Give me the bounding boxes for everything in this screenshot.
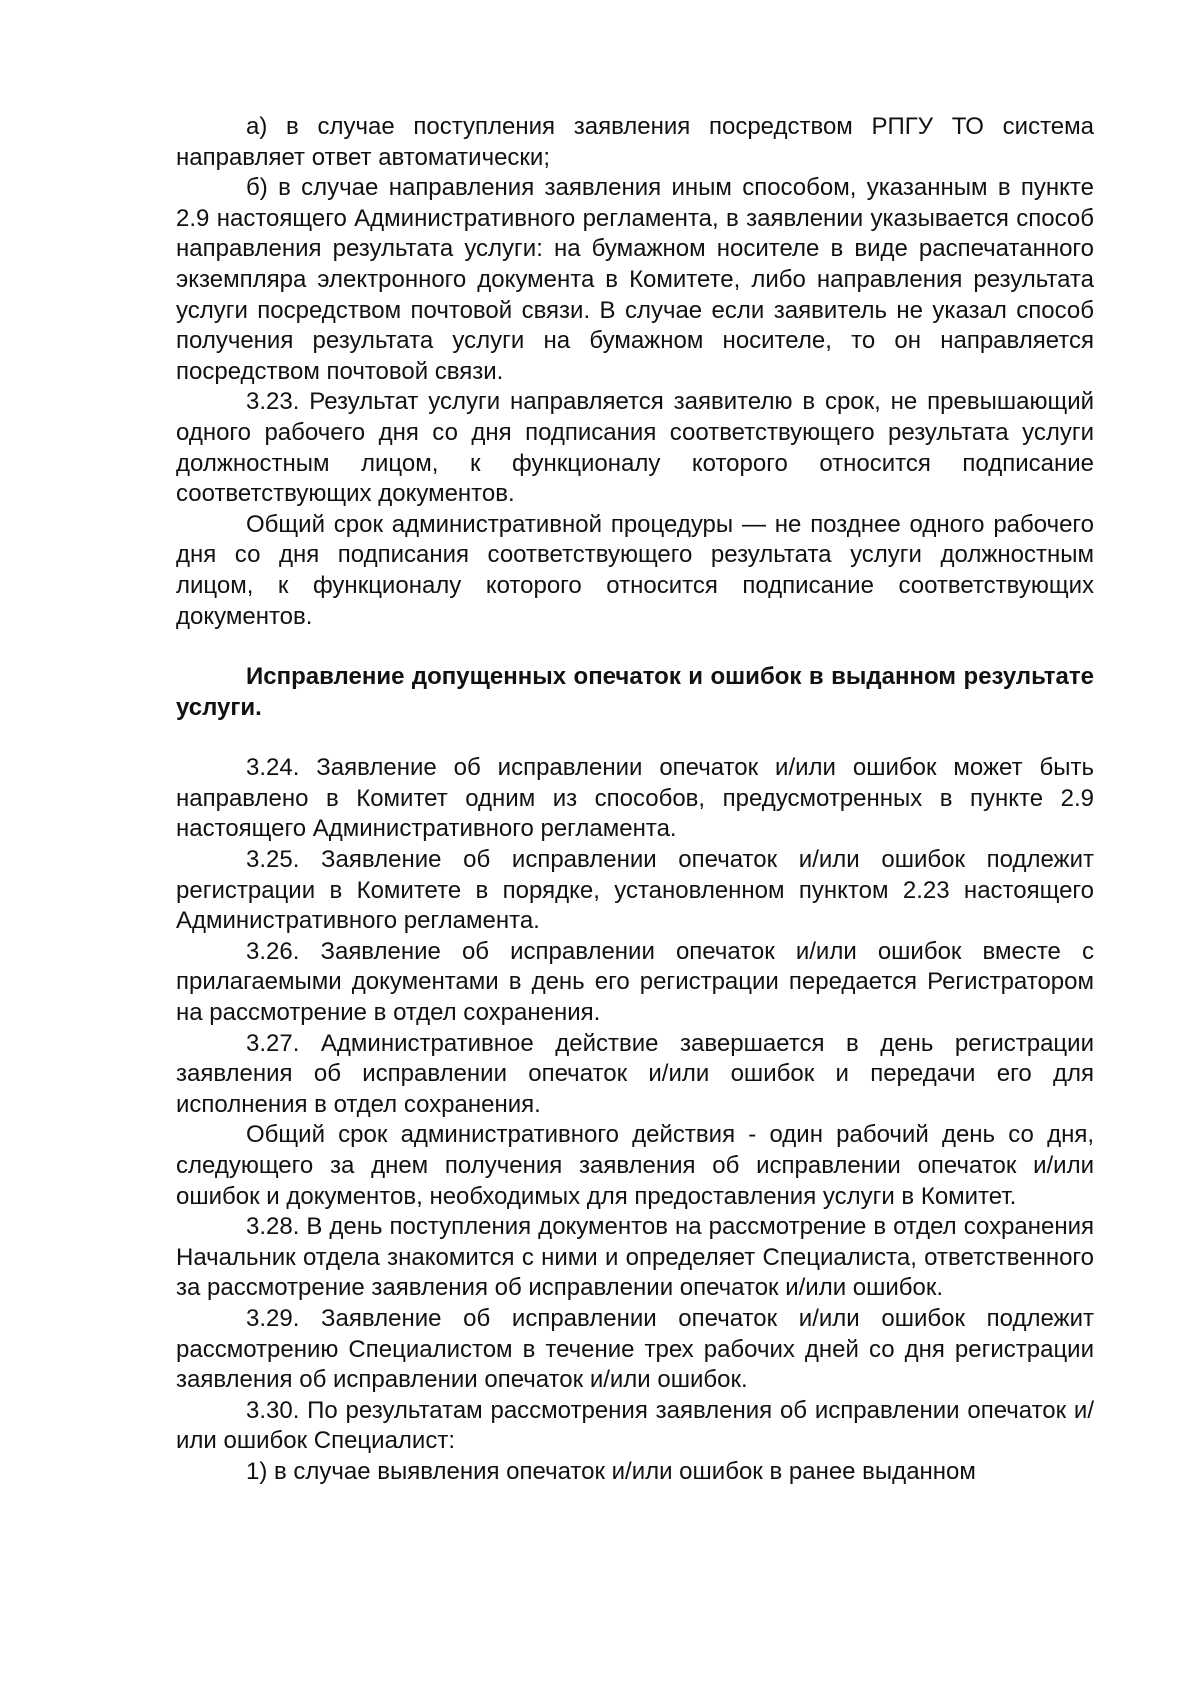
paragraph-3-29: 3.29. Заявление об исправлении опечаток и/или ошибок подлежит рассмотрению Специалистом в течение трех рабочих дней со дня регистрации заявления об исправлении опечаток и/или ошибок. bbox=[176, 1304, 1094, 1394]
paragraph-general-term-action: Общий срок административного действия - один рабочий день со дня, следующего за днем получения заявления об исправлении опечаток и/или ошибок и документов, необходимых для предоставления услуги в Комитет. bbox=[176, 1121, 1094, 1210]
paragraph-3-25: 3.25. Заявление об исправлении опечаток и/или ошибок подлежит регистрации в Комитете в порядке, установленном пунктом 2.23 настоящего Административного регламента. bbox=[176, 846, 1094, 935]
paragraph-item-1: 1) в случае выявления опечаток и/или ошибок в ранее выданном bbox=[246, 1457, 976, 1485]
paragraph-3-24: 3.24. Заявление об исправлении опечаток и/или ошибок может быть направлено в Комитет одним из способов, предусмотренных в пункте 2.9 настоящего Административного регламента. bbox=[176, 754, 1094, 843]
paragraph-response-auto: а) в случае поступления заявления посредством РПГУ ТО система направляет ответ автоматически; bbox=[176, 113, 1094, 171]
paragraph-general-term-procedure: Общий срок административной процедуры — не позднее одного рабочего дня со дня подписания соответствующего результата услуги должностным лицом, к функционалу которого относится подписание соответствующих документов. bbox=[176, 510, 1094, 630]
paragraph-3-30: 3.30. По результатам рассмотрения заявления об исправлении опечаток и/или ошибок Специалист: bbox=[176, 1396, 1094, 1455]
paragraph-3-28: 3.28. В день поступления документов на рассмотрение в отдел сохранения Начальник отдела знакомится с ними и определяет Специалиста, ответственного за рассмотрение заявления об исправлении опечаток и/или ошибок. bbox=[176, 1213, 1094, 1302]
paragraph-3-23: 3.23. Результат услуги направляется заявителю в срок, не превышающий одного рабочего дня со дня подписания соответствующего результата услуги должностным лицом, к функционалу которого относится подписание соответствующих документов. bbox=[176, 388, 1094, 508]
paragraph-3-26: 3.26. Заявление об исправлении опечаток и/или ошибок вместе с прилагаемыми документами в день его регистрации передается Регистратором на рассмотрение в отдел сохранения. bbox=[176, 937, 1094, 1027]
paragraph-3-27: 3.27. Административное действие завершается в день регистрации заявления об исправлении опечаток и/или ошибок и передачи его для исполнения в отдел сохранения. bbox=[176, 1029, 1094, 1118]
section-heading: Исправление допущенных опечаток и ошибок в выданном результате услуги. bbox=[176, 663, 1094, 721]
paragraph-response-other-method: б) в случае направления заявления иным способом, указанным в пункте 2.9 настоящего Административного регламента, в заявлении указывается способ направления результата услуги: на бумажном носителе в виде распечатанного экземпляра электронного документа в Комитете, либо направления результата услуги посредством почтовой связи. В случае если заявитель не указал способ получения результата услуги на бумажном носителе, то он направляется посредством почтовой связи. bbox=[176, 174, 1094, 385]
document-page bbox=[176, 112, 1094, 1488]
